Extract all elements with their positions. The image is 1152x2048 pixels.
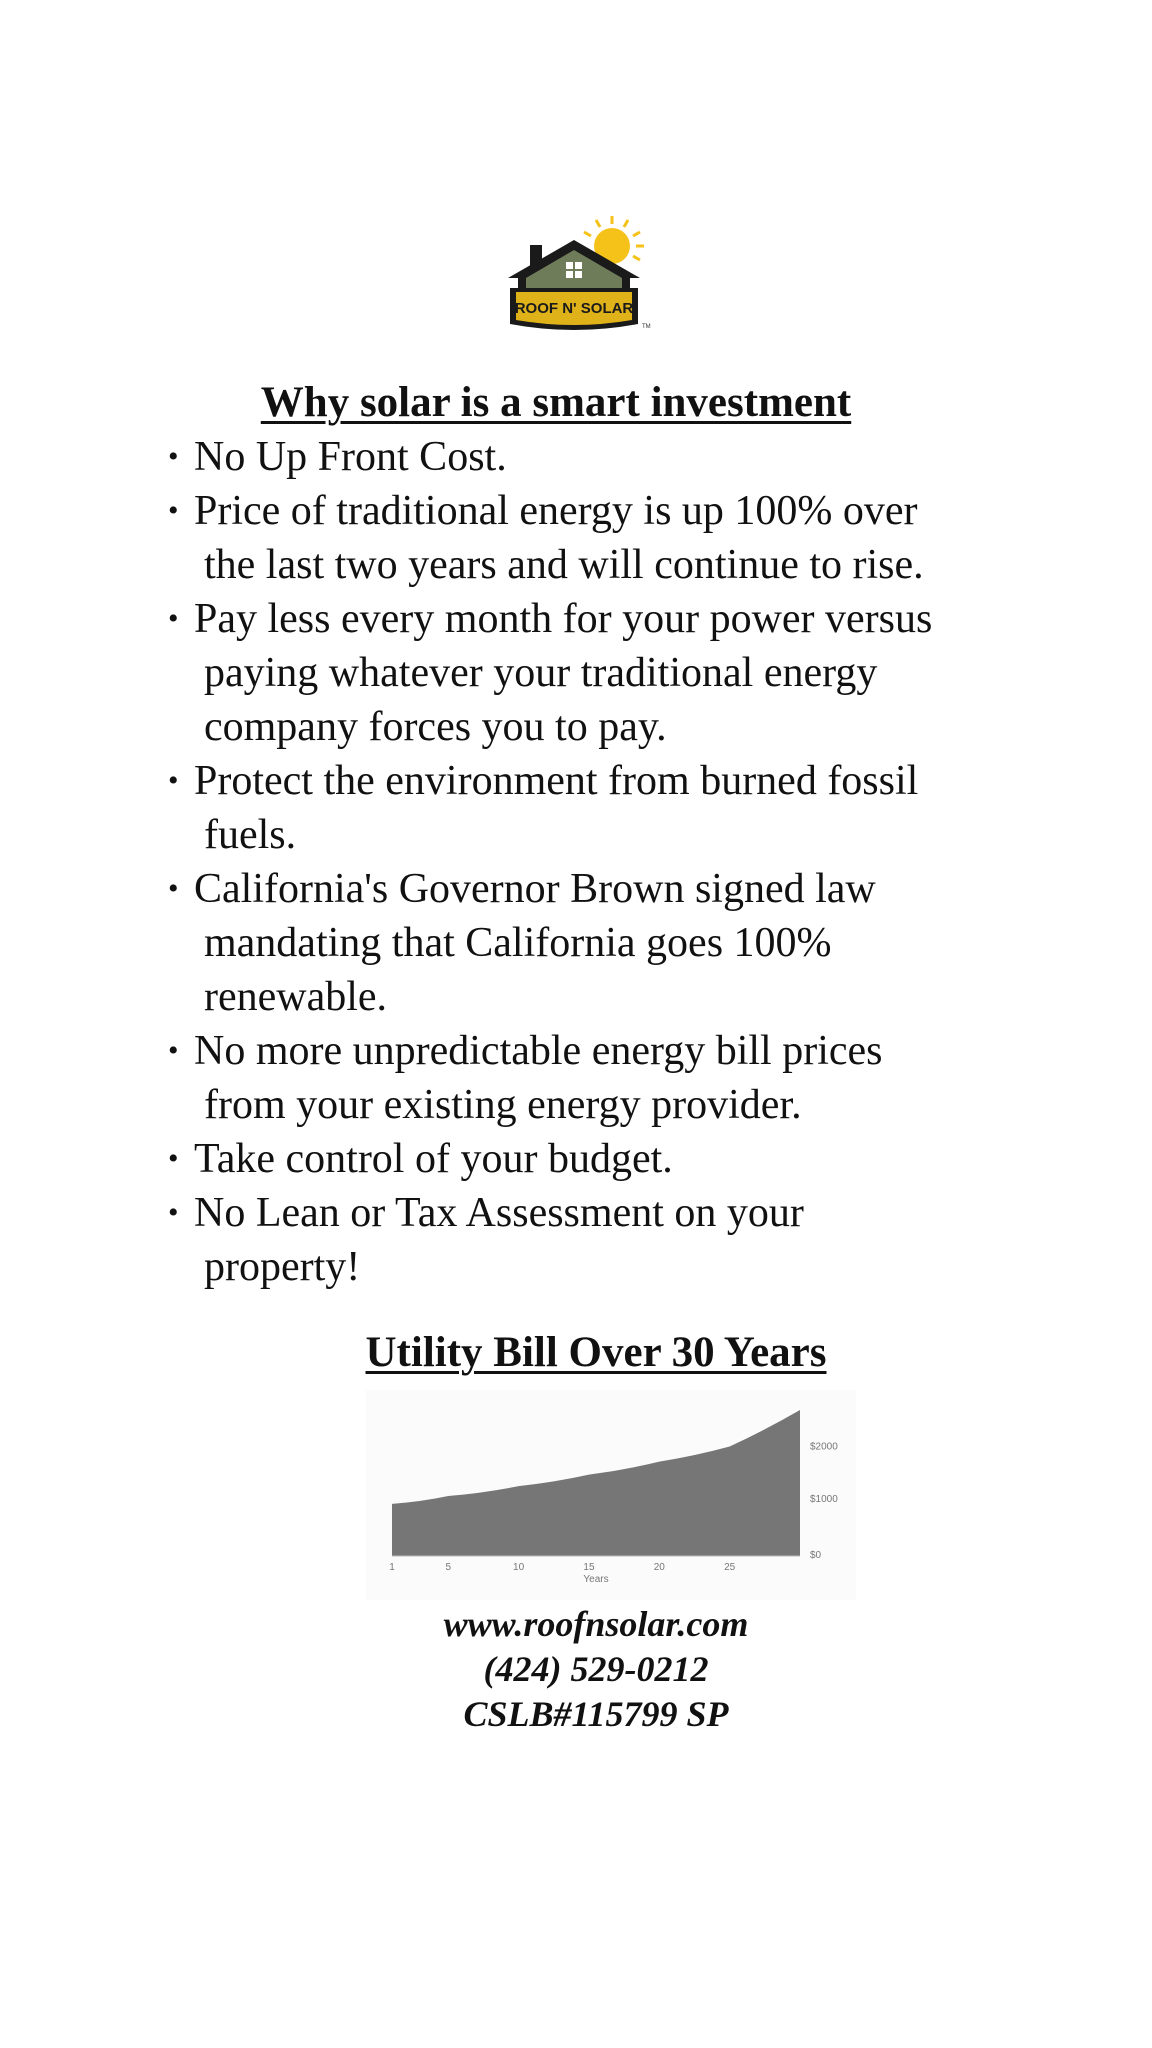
bullet-icon: •	[168, 1034, 179, 1067]
phone-number[interactable]: (424) 529-0212	[483, 1649, 709, 1689]
reason-line: the last two years and will continue to rise.	[204, 542, 924, 588]
reason-item	[168, 862, 1028, 1024]
investment-title: Why solar is a smart investment	[260, 379, 852, 426]
trademark-mark: TM	[642, 324, 651, 330]
bullet-icon: •	[168, 1142, 179, 1175]
roof-n-solar-logo	[502, 212, 652, 340]
reason-item	[168, 484, 1028, 592]
x-tick-label: 25	[724, 1562, 736, 1573]
reason-item	[168, 1186, 1028, 1294]
x-tick-label: 5	[445, 1562, 452, 1573]
reason-line: property!	[204, 1244, 361, 1290]
bullet-icon: •	[168, 1196, 179, 1229]
reason-item	[168, 592, 1028, 754]
bullet-icon: •	[168, 602, 179, 635]
y-tick-label: $2000	[810, 1441, 838, 1453]
bullet-icon: •	[168, 494, 179, 527]
x-axis-label: Years	[583, 1574, 609, 1585]
reason-item	[168, 1024, 1028, 1132]
bullet-icon: •	[168, 872, 179, 905]
reason-line: fuels.	[204, 812, 297, 858]
x-tick-label: 15	[583, 1562, 595, 1573]
reason-line: No Lean or Tax Assessment on your	[194, 1190, 804, 1236]
chart-title: Utility Bill Over 30 Years	[365, 1329, 827, 1376]
reasons-list	[168, 430, 1028, 1294]
reason-line: Pay less every month for your power versus	[194, 596, 933, 642]
y-tick-label: $1000	[810, 1493, 838, 1505]
x-tick-label: 1	[389, 1562, 395, 1573]
license-number: CSLB#115799 SP	[463, 1694, 729, 1734]
brand-text: ROOF N' SOLAR	[514, 300, 634, 317]
reason-line: No more unpredictable energy bill prices	[194, 1028, 883, 1074]
reason-line: Take control of your budget.	[194, 1136, 673, 1182]
reason-item	[168, 430, 1028, 484]
reason-line: California's Governor Brown signed law	[194, 866, 876, 912]
y-tick-label: $0	[810, 1550, 822, 1561]
reason-line: paying whatever your traditional energy	[204, 650, 878, 696]
bullet-icon: •	[168, 764, 179, 797]
reason-line: from your existing energy provider.	[204, 1082, 802, 1128]
website-link[interactable]: www.roofnsolar.com	[443, 1604, 749, 1644]
utility-bill-chart	[366, 1390, 856, 1600]
x-tick-label: 10	[513, 1562, 525, 1573]
reason-line: Price of traditional energy is up 100% over	[194, 488, 918, 534]
reason-line: No Up Front Cost.	[194, 434, 507, 480]
reason-line: Protect the environment from burned fossil	[194, 758, 919, 804]
reason-item	[168, 1132, 1028, 1186]
bullet-icon: •	[168, 440, 179, 473]
reason-line: company forces you to pay.	[204, 704, 667, 750]
brand-plate	[510, 288, 638, 330]
x-tick-label: 20	[653, 1562, 665, 1573]
reason-line: mandating that California goes 100%	[204, 920, 832, 966]
reason-line: renewable.	[204, 974, 388, 1020]
reason-item	[168, 754, 1028, 862]
